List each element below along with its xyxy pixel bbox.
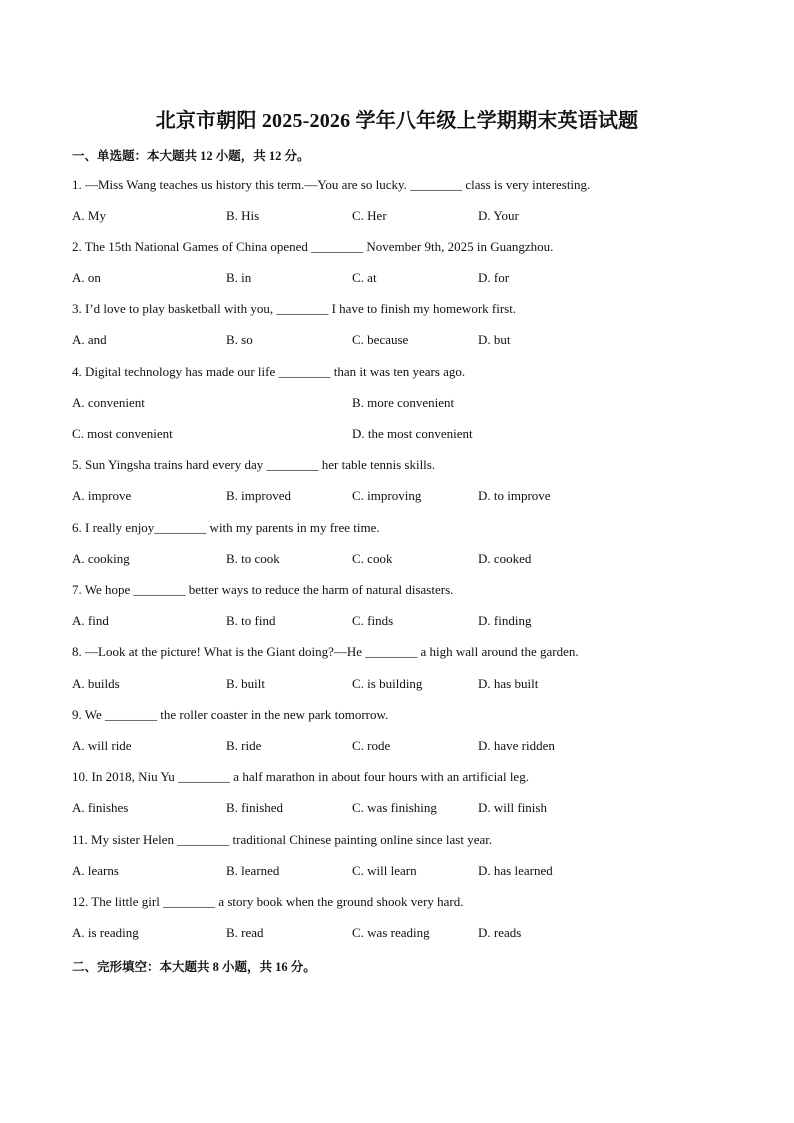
question-8-option-c: C. is building [352,676,423,691]
question-5-stem: 5. Sun Yingsha trains hard every day ________ her table tennis skills. [72,457,436,472]
question-12-option-d: D. reads [478,925,522,940]
question-11-option-b: B. learned [226,863,280,878]
question-12-option-c: C. was reading [352,925,430,940]
question-4-option-b: B. more convenient [352,395,455,410]
question-6-option-b: B. to cook [226,551,280,566]
question-2-option-c: C. at [352,270,377,285]
question-7-option-a: A. find [72,613,109,628]
question-8-option-b: B. built [226,676,266,691]
question-3-option-d: D. but [478,332,511,347]
question-7-option-c: C. finds [352,613,394,628]
question-9-option-a: A. will ride [72,738,132,753]
question-8-option-a: A. builds [72,676,120,691]
section-heading-single-choice: 一、单选题：本大题共 12 小题，共 12 分。 [72,149,310,163]
question-4-option-d: D. the most convenient [352,426,473,441]
question-2-stem: 2. The 15th National Games of China opened ________ November 9th, 2025 in Guangzhou. [72,239,554,254]
question-11-option-a: A. learns [72,863,119,878]
question-8-stem: 8. —Look at the picture! What is the Giant doing?—He ________ a high wall around the garden. [72,644,579,659]
question-12-stem: 12. The little girl ________ a story book when the ground shook very hard. [72,894,464,909]
question-9-option-c: C. rode [352,738,391,753]
section-heading-cloze: 二、完形填空：本大题共 8 小题，共 16 分。 [72,960,316,974]
question-5-option-c: C. improving [352,488,422,503]
question-9-option-b: B. ride [226,738,262,753]
question-4-stem: 4. Digital technology has made our life ________ than it was ten years ago. [72,364,466,379]
question-5-option-d: D. to improve [478,488,551,503]
question-2-option-b: B. in [226,270,252,285]
question-12-option-a: A. is reading [72,925,139,940]
question-11-stem: 11. My sister Helen ________ traditional Chinese painting online since last year. [72,832,493,847]
question-1-option-d: D. Your [478,208,519,223]
question-1-option-c: C. Her [352,208,387,223]
question-11-option-d: D. has learned [478,863,553,878]
question-10-option-a: A. finishes [72,800,129,815]
question-6-option-d: D. cooked [478,551,532,566]
question-6-option-a: A. cooking [72,551,130,566]
question-6-option-c: C. cook [352,551,393,566]
question-9-option-d: D. have ridden [478,738,555,753]
question-9-stem: 9. We ________ the roller coaster in the new park tomorrow. [72,707,389,722]
question-5-option-a: A. improve [72,488,132,503]
question-7-option-d: D. finding [478,613,532,628]
question-10-option-c: C. was finishing [352,800,437,815]
question-3-option-b: B. so [226,332,253,347]
question-3-option-a: A. and [72,332,107,347]
exam-title: 北京市朝阳 2025-2026 学年八年级上学期期末英语试题 [155,110,639,132]
question-10-stem: 10. In 2018, Niu Yu ________ a half marathon in about four hours with an artificial leg. [72,769,529,784]
question-12-option-b: B. read [226,925,264,940]
question-11-option-c: C. will learn [352,863,417,878]
question-10-option-d: D. will finish [478,800,547,815]
question-1-option-b: B. His [226,208,260,223]
question-5-option-b: B. improved [226,488,291,503]
question-2-option-a: A. on [72,270,101,285]
question-4-option-a: A. convenient [72,395,145,410]
question-2-option-d: D. for [478,270,510,285]
question-1-option-a: A. My [72,208,106,223]
question-7-option-b: B. to find [226,613,276,628]
question-1-stem: 1. —Miss Wang teaches us history this term.—You are so lucky. ________ class is very interesting. [72,177,591,192]
question-3-stem: 3. I’d love to play basketball with you, ________ I have to finish my homework first. [72,301,517,316]
question-6-stem: 6. I really enjoy________ with my parents in my free time. [72,520,380,535]
question-10-option-b: B. finished [226,800,284,815]
question-7-stem: 7. We hope ________ better ways to reduce the harm of natural disasters. [72,582,454,597]
question-3-option-c: C. because [352,332,409,347]
question-8-option-d: D. has built [478,676,539,691]
question-4-option-c: C. most convenient [72,426,173,441]
